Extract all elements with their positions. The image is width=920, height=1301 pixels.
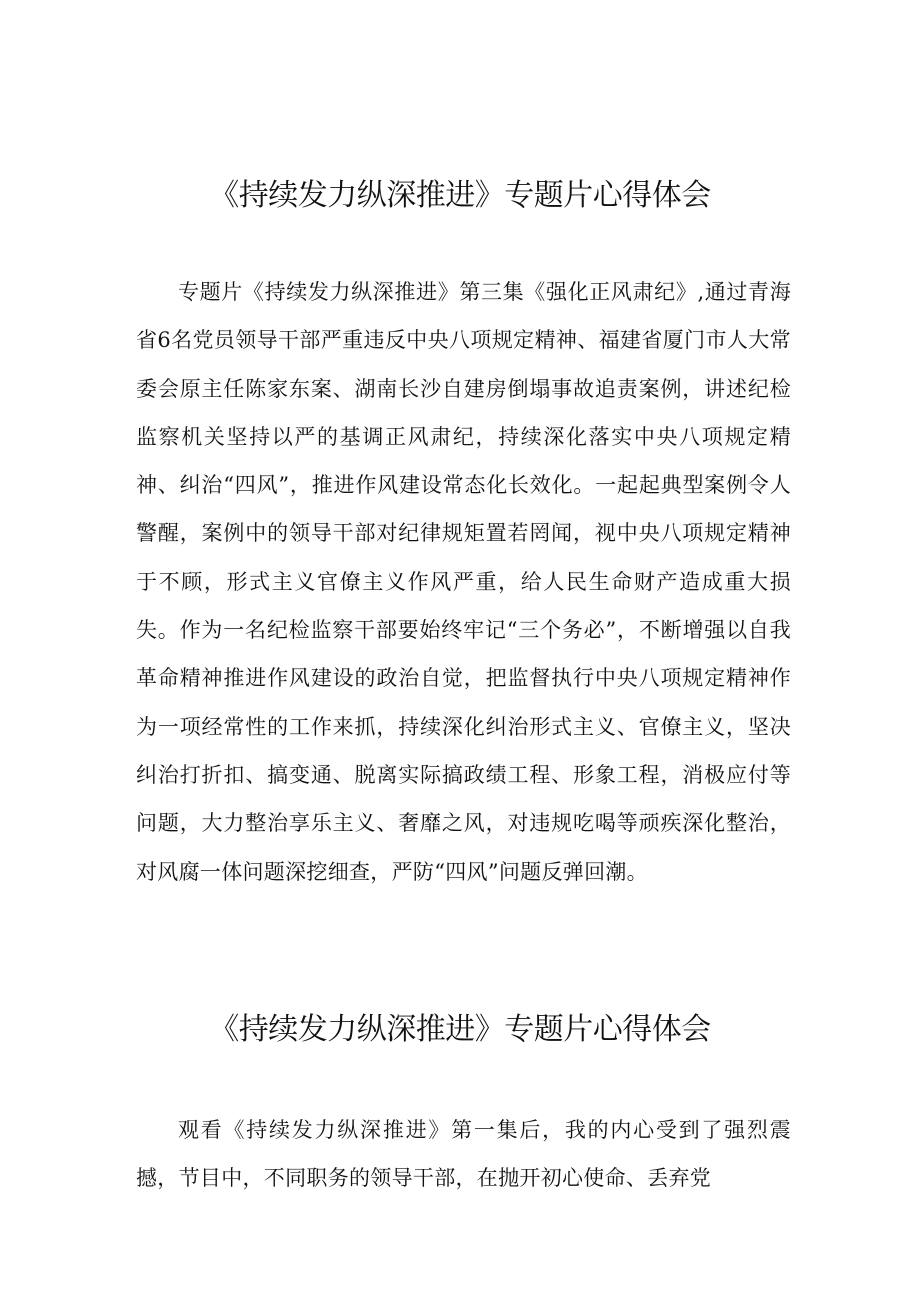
section-2-title: 《持续发力纵深推进》专题片心得体会: [209, 1012, 711, 1047]
section-2-body: 观看《持续发力纵深推进》第一集后，我的内心受到了强烈震撼，节目中，不同职务的领导干部，在抛开初心使命、丢弃党: [136, 1118, 791, 1191]
section-1-title: 《持续发力纵深推进》专题片心得体会: [209, 178, 711, 213]
section-1-body: 专题片《持续发力纵深推进》第三集《强化正风肃纪》,通过青海省6名党员领导干部严重违反中央八项规定精神、福建省厦门市人大常委会原主任陈家东案、湖南长沙自建房倒塌事故追责案例，讲述纪检监察机关坚持以严的基调正风肃纪，持续深化落实中央八项规定精神、纠治“四风”，推进作风建设常态化长效化。一起起典型案例令人警醒，案例中的领导干部对纪律规矩置若罔闻，视中央八项规定精神于不顾，形式主义官僚主义作风严重，给人民生命财产造成重大损失。作为一名纪检监察干部要始终牢记“三个务必”，不断增强以自我革命精神推进作风建设的政治自觉，把监督执行中央八项规定精神作为一项经常性的工作来抓，持续深化纠治形式主义、官僚主义，坚决纠治打折扣、搞变通、脱离实际搞政绩工程、形象工程，消极应付等问题，大力整治享乐主义、奢靡之风，对违规吃喝等顽疾深化整治，对风腐一体问题深挖细查，严防“四风”问题反弹回潮。: [136, 280, 791, 884]
